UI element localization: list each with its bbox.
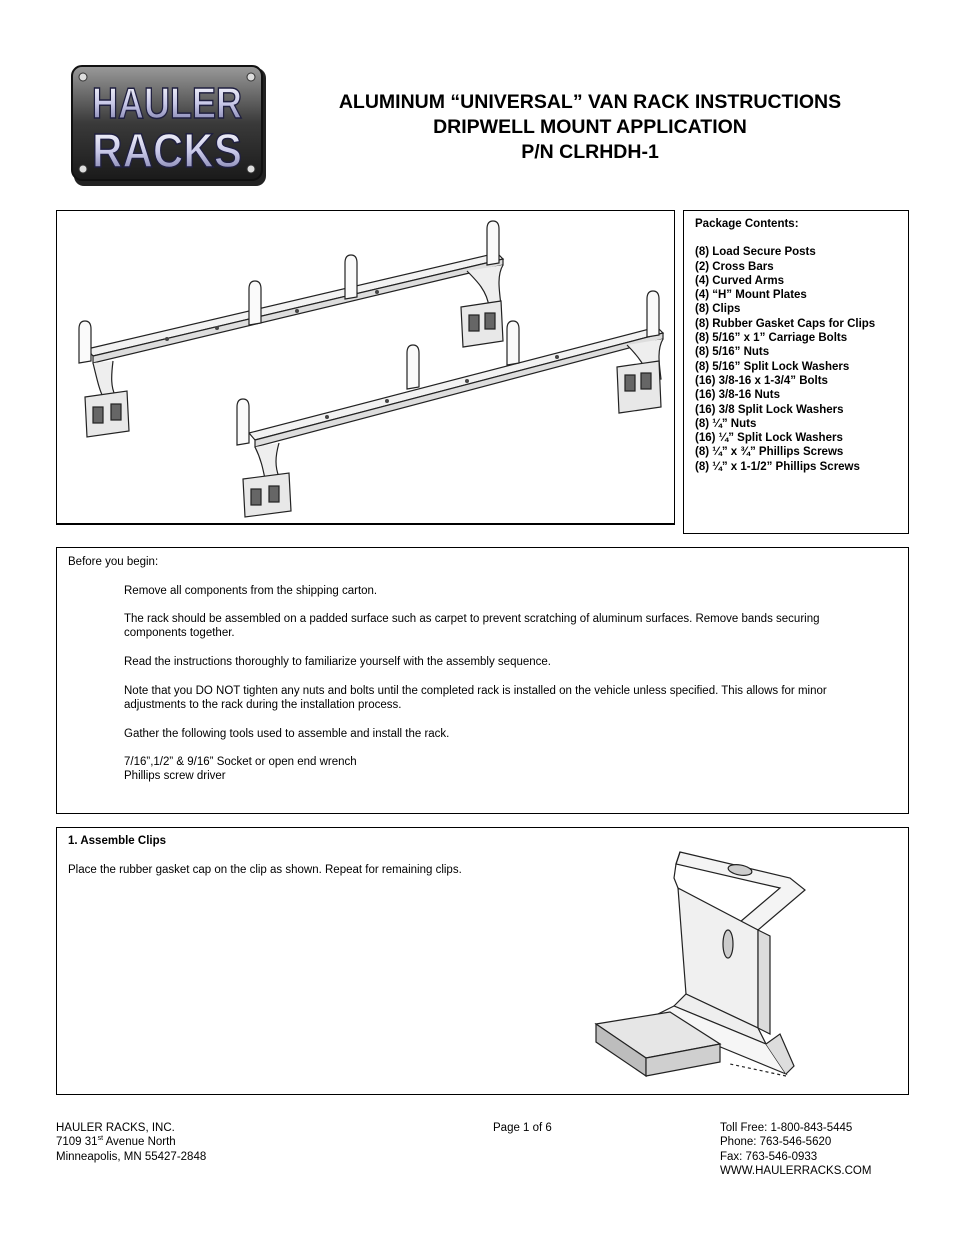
footer-contact <box>720 1121 871 1178</box>
footer-tollfree: Toll Free: 1-800-843-5445 <box>720 1122 853 1134</box>
package-contents-heading: Package Contents: <box>695 218 799 230</box>
package-contents-panel <box>683 210 909 534</box>
package-item: (8) ¼” x ¾” Phillips Screws <box>695 446 844 459</box>
package-item: (8) 5/16” x 1” Carriage Bolts <box>695 332 848 345</box>
title-line1: ALUMINUM “UNIVERSAL” VAN RACK INSTRUCTIONS <box>338 91 842 113</box>
before-you-begin-heading: Before you begin: <box>68 556 159 568</box>
package-item: (16) 3/8-16 x 1-3/4” Bolts <box>695 374 828 387</box>
footer-city: Minneapolis, MN 55427-2848 <box>56 1150 207 1163</box>
footer-website: WWW.HAULERRACKS.COM <box>720 1164 872 1177</box>
tool-item: Phillips screw driver <box>124 770 226 783</box>
before-you-begin-panel <box>56 547 909 814</box>
package-item: (8) 5/16” Nuts <box>695 346 770 359</box>
logo-line2: RACKS <box>92 125 242 178</box>
package-item: (4) “H” Mount Plates <box>695 289 807 302</box>
package-item: (8) Clips <box>695 303 741 316</box>
street-number: 7109 31 <box>56 1136 98 1149</box>
package-item: (16) 3/8-16 Nuts <box>695 389 781 402</box>
footer-phone: Phone: 763-546-5620 <box>720 1136 832 1149</box>
title-line2: DRIPWELL MOUNT APPLICATION <box>433 116 747 138</box>
package-item: (8) ¼” Nuts <box>695 417 757 430</box>
step-1-heading: 1. Assemble Clips <box>68 835 167 847</box>
package-item: (16) ¼” Split Lock Washers <box>695 432 843 445</box>
instruction-paragraph: Gather the following tools used to assemble and install the rack. <box>124 727 450 740</box>
rack-illustration-box <box>56 210 675 525</box>
instruction-paragraph: The rack should be assembled on a padded surface such as carpet to prevent scratching of aluminum surfaces. Remove bands securing components together. <box>124 613 820 640</box>
instruction-paragraph: Note that you DO NOT tighten any nuts and bolts until the completed rack is installed on the vehicle unless specified. This allows for minor adjustments to the rack during the installation process. <box>124 684 827 711</box>
package-item: (8) 5/16” Split Lock Washers <box>695 360 850 373</box>
footer-street <box>56 1135 206 1149</box>
package-item: (2) Cross Bars <box>695 260 774 273</box>
clip-illustration <box>590 838 810 1088</box>
instruction-paragraph: Read the instructions thoroughly to familiarize yourself with the assembly sequence. <box>124 656 551 669</box>
van-rack-illustration <box>57 211 674 522</box>
package-item: (8) Rubber Gasket Caps for Clips <box>695 317 876 330</box>
title-line3: P/N CLRHDH-1 <box>521 141 659 163</box>
step-1-text: Place the rubber gasket cap on the clip as shown. Repeat for remaining clips. <box>68 863 462 876</box>
footer-page-number: Page 1 of 6 <box>493 1122 552 1134</box>
package-item: (4) Curved Arms <box>695 274 785 287</box>
street-suffix: st <box>97 1135 104 1143</box>
logo-line1: HAULER <box>92 79 242 128</box>
package-item: (16) 3/8 Split Lock Washers <box>695 403 844 416</box>
package-item: (8) Load Secure Posts <box>695 246 816 259</box>
hauler-racks-logo <box>70 64 268 188</box>
footer-address <box>56 1121 206 1164</box>
package-item: (8) ¼” x 1-1/2” Phillips Screws <box>695 460 860 473</box>
footer-fax: Fax: 763-546-0933 <box>720 1150 818 1163</box>
tools-list <box>124 755 864 784</box>
instruction-paragraph: Remove all components from the shipping carton. <box>124 584 378 597</box>
document-title <box>290 90 890 165</box>
footer-company: HAULER RACKS, INC. <box>56 1122 175 1134</box>
tool-item: 7/16”,1/2” & 9/16” Socket or open end wrench <box>124 756 357 769</box>
street-name: Avenue North <box>103 1136 176 1149</box>
